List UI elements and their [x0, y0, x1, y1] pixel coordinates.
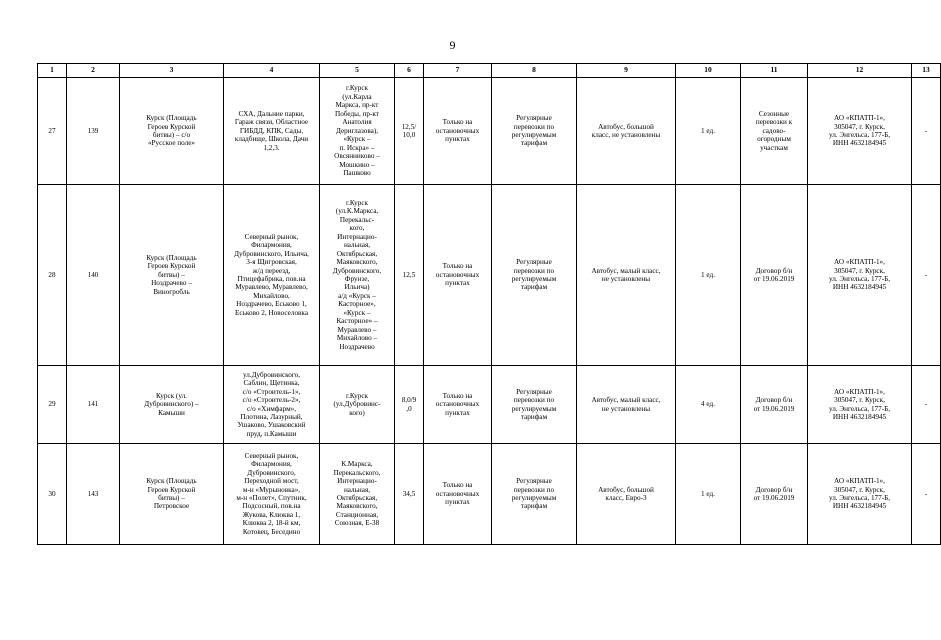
- stops-cell: Северный рынок, Филармония, Дубровинского, Ильича, 3-я Щигровская, ж/д переезд, Птицефабрика, пов.на Муравлево, Муравлево, Михайлово, Ноздрачево, Еськово 1, Еськово 2, Новоселовка: [224, 185, 320, 366]
- carrier-cell: АО «КПАТП-1», 305047, г. Курск, ул. Энгельса, 177-Б, ИНН 4632184945: [808, 366, 912, 444]
- column-header: 5: [320, 64, 395, 78]
- routes-table: [37, 63, 941, 545]
- stops-cell: СХА, Дальние парки, Гараж связи, Областное ГИБДД, КПК, Сады, кладбище, Школа, Дачи 1,2,3.: [224, 78, 320, 185]
- start-date-cell: Сезонные перевозки к садово- огородным участкам: [741, 78, 808, 185]
- start-date-cell: Договор б/н от 19.06.2019: [741, 366, 808, 444]
- boarding-cell: Только на остановочных пунктах: [424, 366, 492, 444]
- streets-cell: г.Курск (ул.К.Маркса, Перекальс- кого, Интернацио- нальная, Октябрьская, Маяковского, Дубровинского, Фрунзе, Ильича) а/д «Курск – Касторное», «Курск – Касторное» – Муравлево – Михайлово – Ноздрачево: [320, 185, 395, 366]
- extra-cell: -: [912, 78, 941, 185]
- column-header: 11: [741, 64, 808, 78]
- streets-cell: К.Маркса, Перекальского, Интернацио- нальная, Октябрьская, Маяковского, Станционная, Союзная, Е-38: [320, 444, 395, 545]
- start-date-cell: Договор б/н от 19.06.2019: [741, 185, 808, 366]
- route-number-cell: 139: [67, 78, 120, 185]
- vehicle-count-cell: 1 ед.: [676, 78, 741, 185]
- route-number-cell: 141: [67, 366, 120, 444]
- route-number-cell: 143: [67, 444, 120, 545]
- transport-type-cell: Регулярные перевозки по регулируемым тарифам: [492, 444, 577, 545]
- vehicle-cell: Автобус, малый класс, не установлены: [577, 185, 676, 366]
- column-header: 7: [424, 64, 492, 78]
- length-cell: 8,0/9 ,0: [395, 366, 424, 444]
- stops-cell: ул.Дубровинского, Саблин, Щетинка, с/о «Строитель-1», с/о «Строитель-2», с/о «Химфарм», Плотина, Лазурный, Ушаково, Ушаковский пруд, п.Камыши: [224, 366, 320, 444]
- boarding-cell: Только на остановочных пунктах: [424, 185, 492, 366]
- row-number-cell: 29: [38, 366, 67, 444]
- table-row: [38, 366, 941, 444]
- route-number-cell: 140: [67, 185, 120, 366]
- column-header: 8: [492, 64, 577, 78]
- length-cell: 12,5/ 10,0: [395, 78, 424, 185]
- column-header: 4: [224, 64, 320, 78]
- column-header: 2: [67, 64, 120, 78]
- vehicle-cell: Автобус, большой класс, Евро-3: [577, 444, 676, 545]
- table-row: [38, 78, 941, 185]
- extra-cell: -: [912, 185, 941, 366]
- column-header: 3: [120, 64, 224, 78]
- extra-cell: -: [912, 366, 941, 444]
- extra-cell: -: [912, 444, 941, 545]
- column-header: 9: [577, 64, 676, 78]
- row-number-cell: 28: [38, 185, 67, 366]
- vehicle-count-cell: 4 ед.: [676, 366, 741, 444]
- carrier-cell: АО «КПАТП-1», 305047, г. Курск, ул. Энгельса, 177-Б, ИНН 4632184945: [808, 78, 912, 185]
- boarding-cell: Только на остановочных пунктах: [424, 444, 492, 545]
- transport-type-cell: Регулярные перевозки по регулируемым тарифам: [492, 185, 577, 366]
- transport-type-cell: Регулярные перевозки по регулируемым тарифам: [492, 78, 577, 185]
- column-header: 6: [395, 64, 424, 78]
- boarding-cell: Только на остановочных пунктах: [424, 78, 492, 185]
- vehicle-cell: Автобус, большой класс, не установлены: [577, 78, 676, 185]
- table-row: [38, 444, 941, 545]
- route-name-cell: Курск (ул. Дубровинского) – Камыши: [120, 366, 224, 444]
- column-header: 13: [912, 64, 941, 78]
- streets-cell: г.Курск (ул.Дубровинс- кого): [320, 366, 395, 444]
- carrier-cell: АО «КПАТП-1», 305047, г. Курск, ул. Энгельса, 177-Б, ИНН 4632184945: [808, 185, 912, 366]
- vehicle-cell: Автобус, малый класс, не установлены: [577, 366, 676, 444]
- vehicle-count-cell: 1 ед.: [676, 444, 741, 545]
- carrier-cell: АО «КПАТП-1», 305047, г. Курск, ул. Энгельса, 177-Б, ИНН 4632184945: [808, 444, 912, 545]
- page-number: 9: [449, 38, 456, 52]
- column-header: 10: [676, 64, 741, 78]
- stops-cell: Северный рынок, Филармония, Дубровинского, Переходной мост, м-н «Мурыновка», м-н «Полет», Спутник, Подсосный, пов.на Жукова, Клюква 1, Клюква 2, 18-й км, Котовец, Беседино: [224, 444, 320, 545]
- table-row: [38, 185, 941, 366]
- length-cell: 34,5: [395, 444, 424, 545]
- vehicle-count-cell: 1 ед.: [676, 185, 741, 366]
- route-name-cell: Курск (Площадь Героев Курской битвы) – Ноздрачево – Виногробль: [120, 185, 224, 366]
- length-cell: 12,5: [395, 185, 424, 366]
- column-header: 12: [808, 64, 912, 78]
- route-name-cell: Курск (Площадь Героев Курской битвы) – Петровское: [120, 444, 224, 545]
- row-number-cell: 30: [38, 444, 67, 545]
- streets-cell: г.Курск (ул.Карла Маркса, пр-кт Победы, пр-кт Анатолия Дериглазова), «Курск – п. Искра» – Овсянниково – Мошкино – Пашково: [320, 78, 395, 185]
- column-number-row: [38, 64, 941, 78]
- route-name-cell: Курск (Площадь Героев Курской битвы) – с/о «Русское поле»: [120, 78, 224, 185]
- start-date-cell: Договор б/н от 19.06.2019: [741, 444, 808, 545]
- row-number-cell: 27: [38, 78, 67, 185]
- transport-type-cell: Регулярные перевозки по регулируемым тарифам: [492, 366, 577, 444]
- column-header: 1: [38, 64, 67, 78]
